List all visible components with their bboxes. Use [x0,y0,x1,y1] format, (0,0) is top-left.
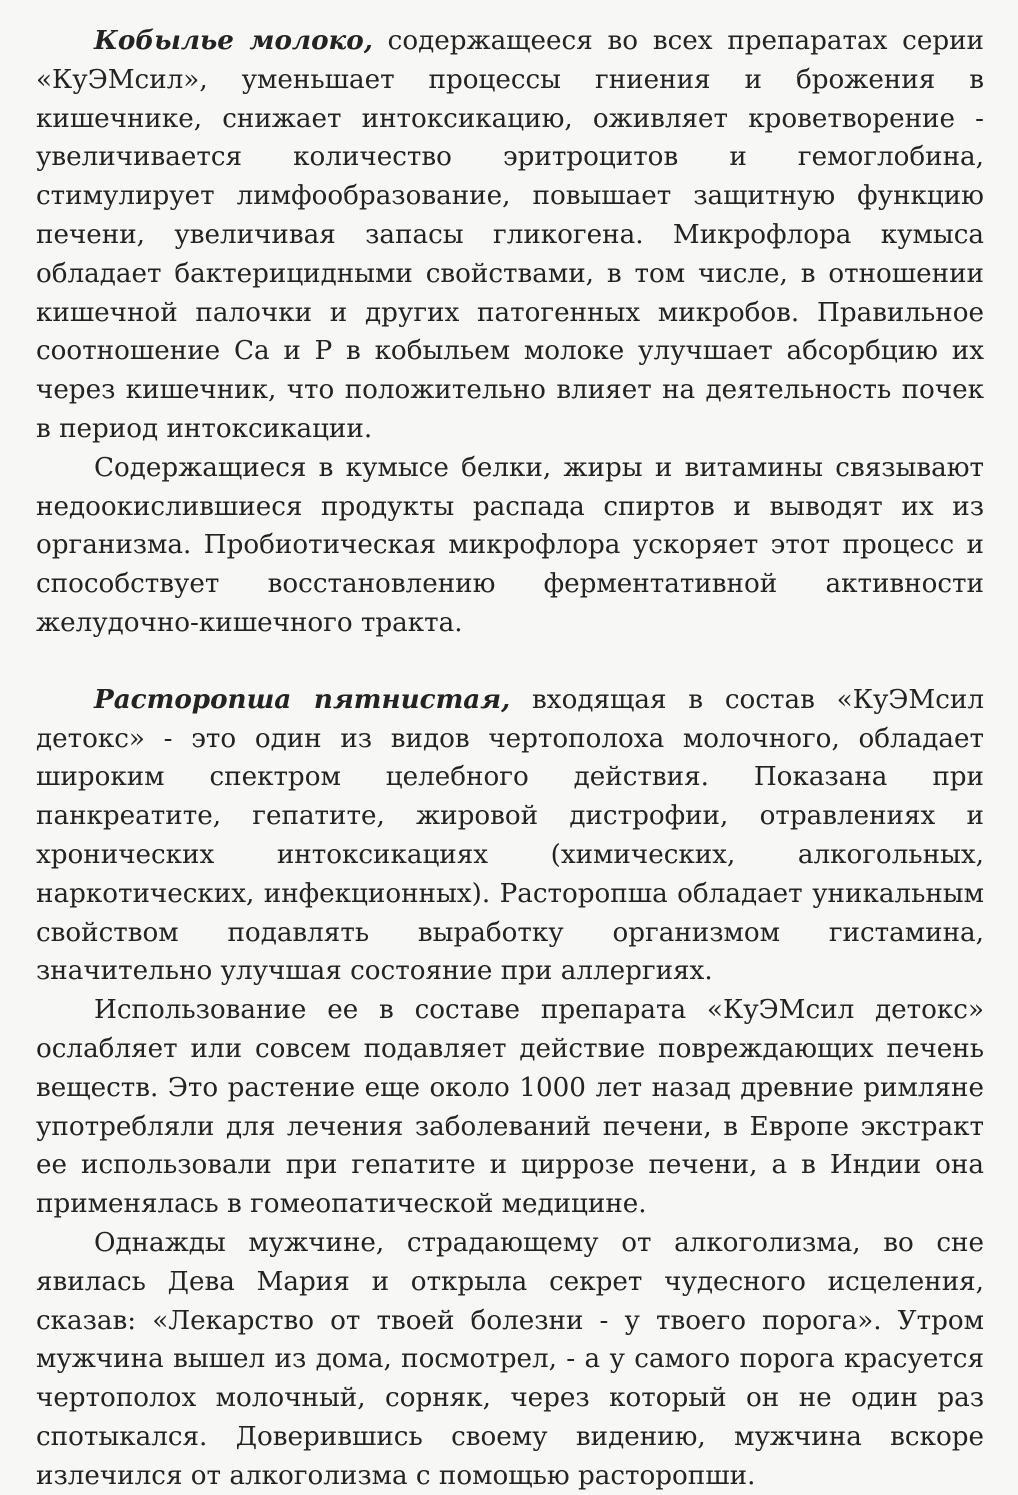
paragraph-text: Использование ее в составе препарата «КуЭМсил детокс» ослабляет или совсем подавляет действие повреждающих печень веществ. Это растение еще около 1000 лет назад древние римляне употребляли для лечения заболеваний печени, в Европе экстракт ее использовали при гепатите и циррозе печени, а в Индии она применялась в гомеопатической медицине. [36,995,984,1220]
paragraph-text: Однажды мужчине, страдающему от алкоголизма, во сне явилась Дева Мария и открыла секрет чудесного исцеления, сказав: «Лекарство от твоей болезни - у твоего порога». Утром мужчина вышел из дома, посмотрел, - а у самого порога красуется чертополох молочный, сорняк, через который он не один раз спотыкался. Доверившись своему видению, мужчина вскоре излечился от алкоголизма с помощью расторопши. [36,1227,984,1491]
paragraph-mare-milk [36,22,984,449]
paragraph-kumis-proteins [36,449,984,643]
document-page [36,22,984,1495]
paragraph-text: Содержащиеся в кумысе белки, жиры и витамины связывают недоокислившиеся продукты распада спиртов и выводят их из организма. Пробиотическая микрофлора ускоряет этот процесс и способствует восстановлению ферментативной активности желудочно-кишечного тракта. [36,452,984,638]
paragraph-milk-thistle [36,681,984,991]
term-mare-milk: Кобылье молоко, [94,25,373,56]
paragraph-text: содержащееся во всех препаратах серии «КуЭМсил», уменьшает процессы гниения и брожения в кишечнике, снижает интоксикацию, оживляет кроветворение - увеличивается количество эритроцитов и гемоглобина, стимулирует лимфообразование, повышает защитную функцию печени, увеличивая запасы гликогена. Микрофлора кумыса обладает бактерицидными свойствами, в том числе, в отношении кишечной палочки и других патогенных микробов. Правильное соотношение Са и Р в кобыльем молоке улучшает абсорбцию их через кишечник, что положительно влияет на деятельность почек в период интоксикации. [36,26,984,444]
paragraph-legend [36,1224,984,1495]
term-milk-thistle: Расторопша пятнистая, [94,683,511,715]
paragraph-text: входящая в состав «КуЭМсил детокс» - это один из видов чертополоха молочного, обладает широким спектром целебного действия. Показана при панкреатите, гепатите, жировой дистрофии, отравлениях и хронических интоксикациях (химических, алкогольных, наркотических, инфекционных). Расторопша обладает уникальным свойством подавлять выработку организмом гистамина, значительно улучшая состояние при аллергиях. [36,684,984,987]
paragraph-detox-usage [36,991,984,1224]
